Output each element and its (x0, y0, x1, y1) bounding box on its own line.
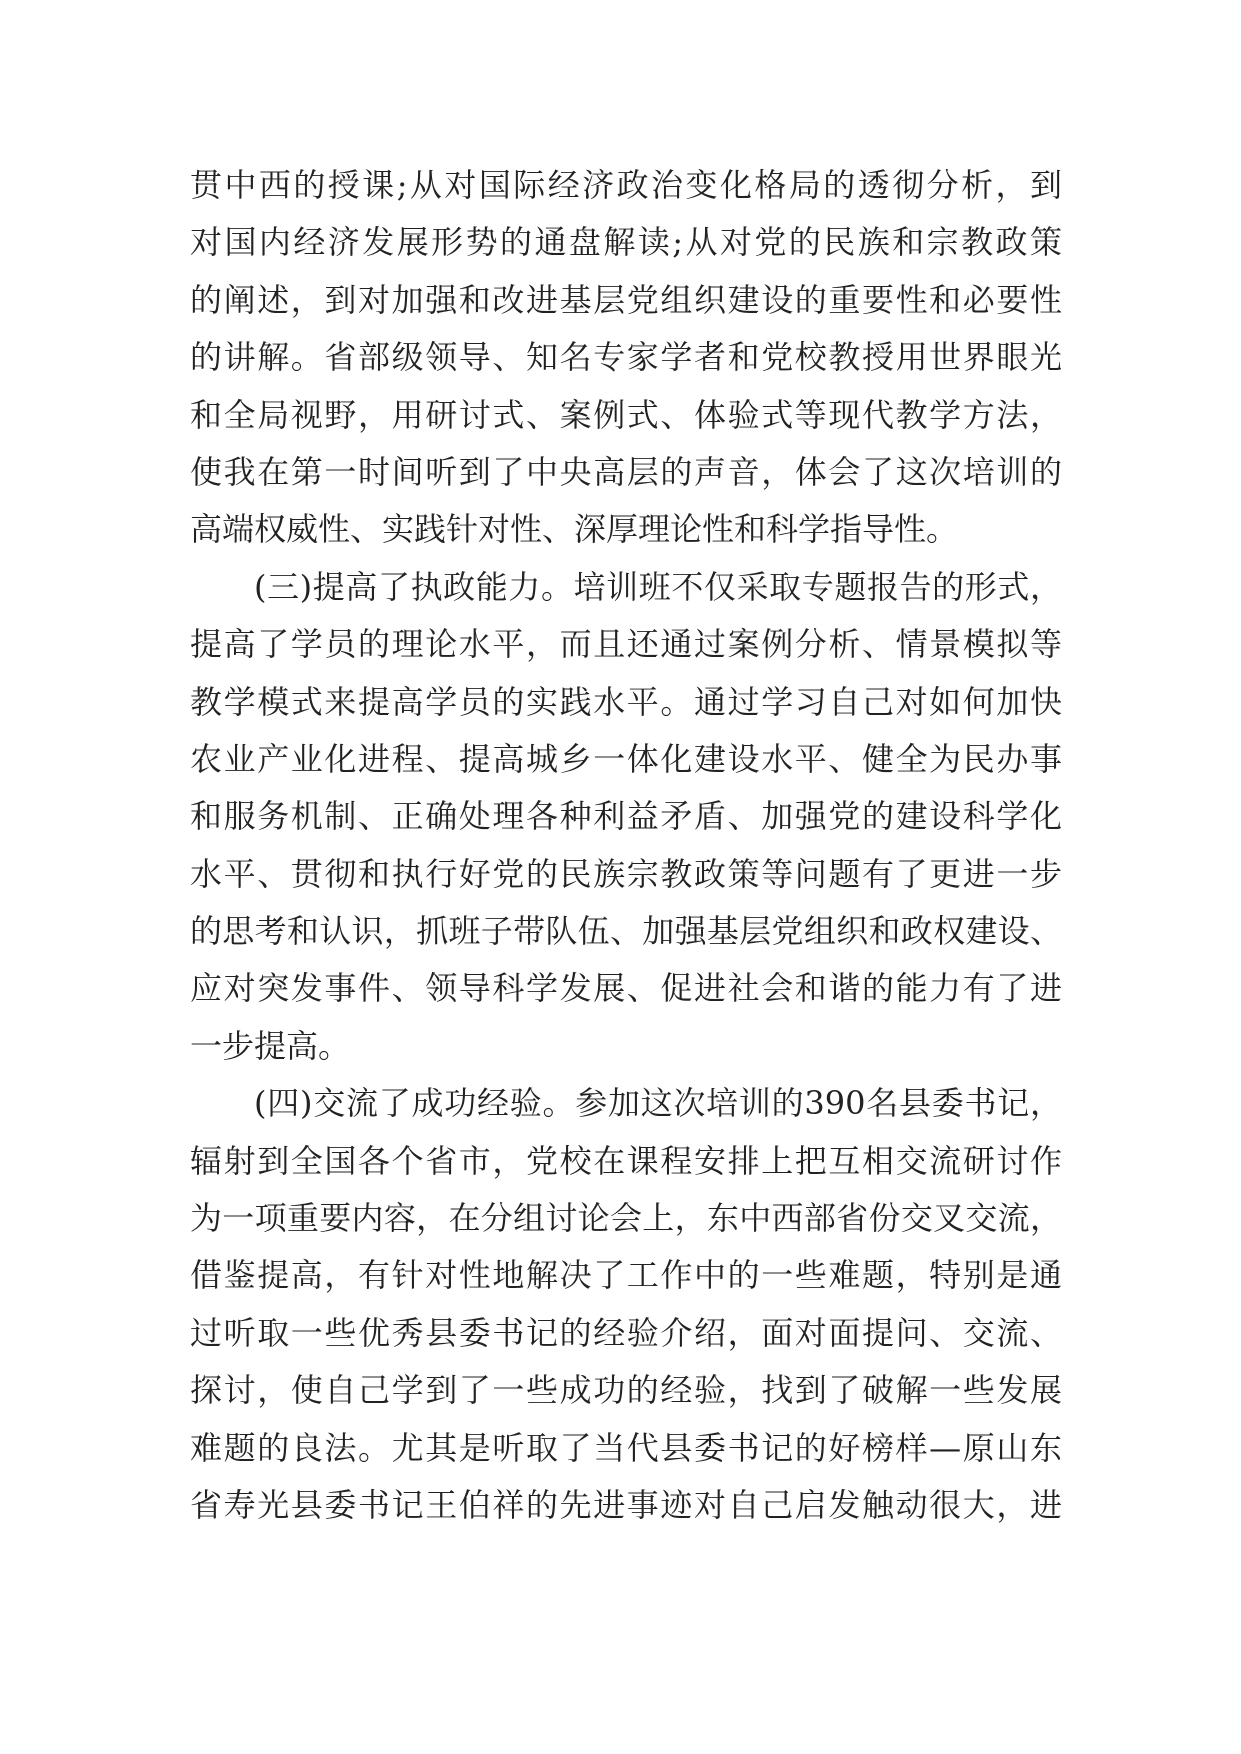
text-line: 贯中西的授课;从对国际经济政治变化格局的透彻分析，到 (190, 166, 1062, 204)
section-heading-line: (三)提高了执政能力。培训班不仅采取专题报告的形式， (254, 567, 1062, 606)
text-line: 过听取一些优秀县委书记的经验介绍，面对面提问、交流、 (190, 1313, 1062, 1352)
text-line: 辐射到全国各个省市，党校在课程安排上把互相交流研讨作 (190, 1141, 1062, 1180)
body-text (190, 157, 1062, 1534)
text-line: 使我在第一时间听到了中央高层的声音，体会了这次培训的 (190, 452, 1062, 491)
text-line: 水平、贯彻和执行好党的民族宗教政策等问题有了更进一步 (190, 854, 1062, 893)
text-line: 农业产业化进程、提高城乡一体化建设水平、健全为民办事 (190, 739, 1062, 778)
text-line: 的讲解。省部级领导、知名专家学者和党校教授用世界眼光 (190, 338, 1062, 377)
text-line: 对国内经济发展形势的通盘解读;从对党的民族和宗教政策 (190, 223, 1062, 262)
text-line: 教学模式来提高学员的实践水平。通过学习自己对如何加快 (190, 682, 1062, 721)
section-heading-line: (四)交流了成功经验。参加这次培训的390名县委书记， (254, 1084, 1062, 1123)
text-line: 应对突发事件、领导科学发展、促进社会和谐的能力有了进 (190, 969, 1062, 1008)
text-line: 省寿光县委书记王伯祥的先进事迹对自己启发触动很大，进 (190, 1485, 1062, 1524)
text-line: 探讨，使自己学到了一些成功的经验，找到了破解一些发展 (190, 1371, 1062, 1410)
text-line: 的思考和认识，抓班子带队伍、加强基层党组织和政权建设、 (190, 912, 1062, 951)
text-line: 的阐述，到对加强和改进基层党组织建设的重要性和必要性 (190, 280, 1062, 319)
text-line: 高端权威性、实践针对性、深厚理论性和科学指导性。 (190, 510, 959, 549)
text-line: 为一项重要内容，在分组讨论会上，东中西部省份交叉交流， (190, 1199, 1062, 1238)
text-line: 借鉴提高，有针对性地解决了工作中的一些难题，特别是通 (190, 1256, 1062, 1295)
text-line: 难题的良法。尤其是听取了当代县委书记的好榜样—原山东 (190, 1428, 1062, 1467)
text-line: 一步提高。 (190, 1026, 351, 1065)
text-line: 和服务机制、正确处理各种利益矛盾、加强党的建设科学化 (190, 797, 1062, 836)
text-line: 和全局视野，用研讨式、案例式、体验式等现代教学方法， (190, 395, 1062, 434)
text-line: 提高了学员的理论水平，而且还通过案例分析、情景模拟等 (190, 625, 1062, 664)
